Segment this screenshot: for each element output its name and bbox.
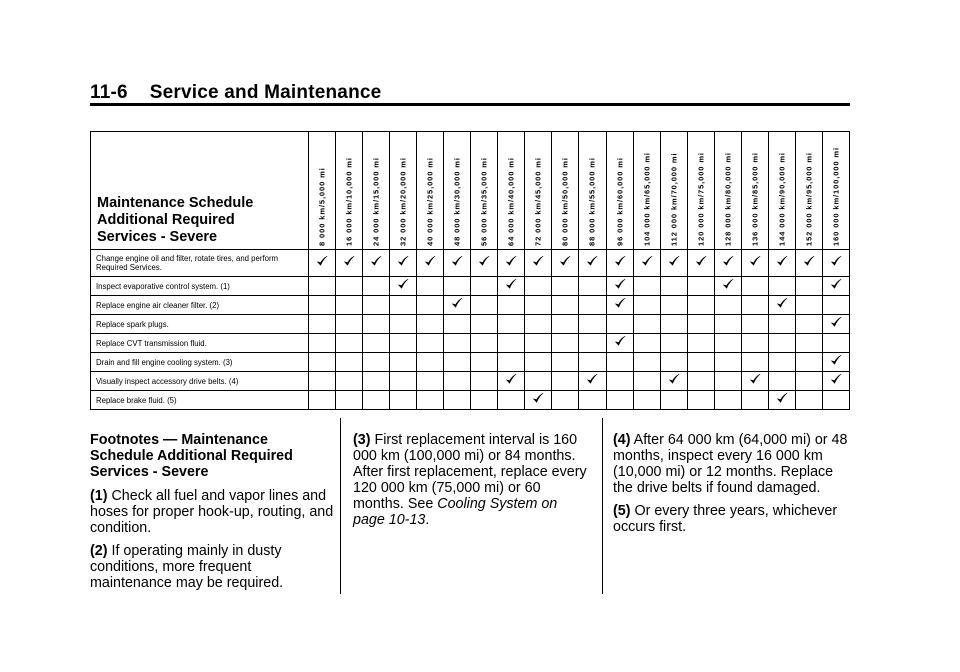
footnotes-section [90,432,850,594]
checkmark-icon [830,278,842,290]
interval-header [795,132,822,250]
interval-header [552,132,579,250]
footnotes-title-line: Services - Severe [90,464,209,480]
interval-label: 96 000 km/60,000 mi [615,157,625,246]
schedule-cell [525,277,552,296]
schedule-cell [714,372,741,391]
schedule-row [91,391,850,410]
footnote-tail: . [425,512,430,528]
schedule-cell [768,372,795,391]
checkmark-icon [614,297,626,309]
schedule-cell [444,277,471,296]
checkmark-icon [370,255,382,267]
interval-label: 120 000 km/75,000 mi [696,152,706,246]
schedule-cell [363,250,390,277]
schedule-cell [660,372,687,391]
schedule-cell [498,296,525,315]
schedule-cell [471,353,498,372]
checkmark-icon [532,392,544,404]
interval-label: 72 000 km/45,000 mi [533,157,543,246]
schedule-row [91,277,850,296]
footnotes-column-2 [340,418,590,594]
footnote-number: (3) [353,432,371,448]
checkmark-icon [668,373,680,385]
task-label: Replace spark plugs. [91,315,309,334]
footnote-1 [90,488,335,536]
schedule-cell [579,250,606,277]
checkmark-icon [803,255,815,267]
interval-label: 56 000 km/35,000 mi [479,157,489,246]
interval-header [525,132,552,250]
schedule-cell [444,250,471,277]
maintenance-schedule-table [90,131,850,410]
footnote-number: (1) [90,488,108,504]
schedule-cell [660,391,687,410]
schedule-cell [444,372,471,391]
schedule-row [91,296,850,315]
schedule-cell [687,391,714,410]
schedule-title [91,132,309,250]
interval-label: 104 000 km/65,000 mi [642,152,652,246]
interval-header [768,132,795,250]
schedule-cell [741,277,768,296]
schedule-cell [687,334,714,353]
schedule-cell [363,315,390,334]
schedule-cell [606,277,633,296]
checkmark-icon [641,255,653,267]
schedule-cell [471,296,498,315]
checkmark-icon [559,255,571,267]
checkmark-icon [451,297,463,309]
schedule-cell [417,315,444,334]
schedule-cell [336,334,363,353]
schedule-cell [795,277,822,296]
schedule-cell [498,277,525,296]
schedule-cell [309,315,336,334]
schedule-cell [822,250,849,277]
schedule-cell [633,353,660,372]
schedule-cell [471,315,498,334]
interval-label: 160 000 km/100,000 mi [831,147,841,246]
footnote-text: If operating mainly in dusty conditions, more frequent maintenance may be required. [90,543,284,591]
schedule-cell [795,372,822,391]
interval-header [417,132,444,250]
header-rule [90,103,850,106]
schedule-cell [741,315,768,334]
checkmark-icon [776,392,788,404]
schedule-cell [363,334,390,353]
schedule-cell [687,250,714,277]
schedule-cell [687,353,714,372]
schedule-cell [633,296,660,315]
schedule-cell [633,250,660,277]
schedule-cell [822,353,849,372]
schedule-cell [363,353,390,372]
checkmark-icon [397,278,409,290]
interval-header [498,132,525,250]
footnote-4 [613,432,850,496]
schedule-cell [822,296,849,315]
schedule-cell [552,277,579,296]
schedule-cell [768,391,795,410]
schedule-cell [390,372,417,391]
schedule-cell [714,315,741,334]
schedule-cell [741,391,768,410]
checkmark-icon [749,255,761,267]
interval-label: 136 000 km/85,000 mi [750,152,760,246]
schedule-cell [660,250,687,277]
schedule-cell [606,315,633,334]
checkmark-icon [749,373,761,385]
interval-header [660,132,687,250]
schedule-cell [390,353,417,372]
schedule-cell [471,277,498,296]
footnote-text: First replacement interval is 160 000 km (100,000 mi) or 84 months. After first replacement, replace every 120 000 km (75,000 mi) or 60 months. See [353,432,587,512]
interval-header [579,132,606,250]
schedule-cell [741,250,768,277]
schedule-cell [822,315,849,334]
footnotes-title-line: Footnotes — Maintenance [90,432,268,448]
schedule-cell [417,353,444,372]
schedule-cell [309,250,336,277]
schedule-cell [579,372,606,391]
checkmark-icon [343,255,355,267]
schedule-cell [336,296,363,315]
interval-label: 64 000 km/40,000 mi [506,157,516,246]
interval-label: 112 000 km/70,000 mi [669,152,679,246]
footnotes-column-3 [602,418,850,594]
schedule-cell [633,372,660,391]
schedule-cell [417,372,444,391]
interval-label: 88 000 km/55,000 mi [587,157,597,246]
checkmark-icon [668,255,680,267]
checkmark-icon [451,255,463,267]
schedule-cell [579,315,606,334]
schedule-row [91,353,850,372]
checkmark-icon [397,255,409,267]
interval-header [444,132,471,250]
checkmark-icon [505,373,517,385]
checkmark-icon [776,297,788,309]
schedule-cell [444,315,471,334]
schedule-cell [498,315,525,334]
schedule-cell [633,334,660,353]
schedule-cell [687,296,714,315]
schedule-cell [606,334,633,353]
interval-label: 16 000 km/10,000 mi [344,157,354,246]
schedule-cell [795,250,822,277]
schedule-cell [741,372,768,391]
schedule-cell [525,315,552,334]
schedule-cell [633,315,660,334]
footnote-3 [353,432,590,528]
schedule-cell [363,296,390,315]
checkmark-icon [830,354,842,366]
interval-header [687,132,714,250]
schedule-cell [525,391,552,410]
schedule-cell [309,353,336,372]
schedule-cell [822,372,849,391]
schedule-cell [741,296,768,315]
footnote-text: After 64 000 km (64,000 mi) or 48 months, inspect every 16 000 km (10,000 mi) or 12 months. Replace the drive belts if found damaged. [613,432,848,496]
checkmark-icon [830,373,842,385]
schedule-row [91,250,850,277]
checkmark-icon [586,373,598,385]
interval-label: 48 000 km/30,000 mi [452,157,462,246]
interval-label: 144 000 km/90,000 mi [777,152,787,246]
schedule-cell [417,296,444,315]
footnote-2 [90,543,335,591]
checkmark-icon [776,255,788,267]
schedule-cell [363,372,390,391]
interval-header [390,132,417,250]
schedule-row [91,315,850,334]
schedule-cell [687,315,714,334]
schedule-cell [525,250,552,277]
checkmark-icon [316,255,328,267]
cooling-system-link[interactable]: Cooling System on page 10-13 [353,496,558,528]
interval-header [714,132,741,250]
interval-header [471,132,498,250]
interval-header [309,132,336,250]
interval-label: 152 000 km/95,000 mi [804,152,814,246]
schedule-cell [822,391,849,410]
checkmark-icon [830,255,842,267]
footnote-text: Check all fuel and vapor lines and hoses for proper hook-up, routing, and condition. [90,488,334,536]
schedule-cell [768,296,795,315]
schedule-cell [336,353,363,372]
schedule-cell [822,277,849,296]
schedule-cell [498,334,525,353]
schedule-cell [336,391,363,410]
schedule-cell [444,296,471,315]
schedule-cell [795,391,822,410]
interval-label: 80 000 km/50,000 mi [560,157,570,246]
schedule-cell [498,353,525,372]
schedule-cell [633,277,660,296]
footnotes-title [90,432,335,480]
schedule-cell [417,277,444,296]
interval-label: 32 000 km/20,000 mi [398,157,408,246]
checkmark-icon [614,278,626,290]
schedule-cell [579,353,606,372]
schedule-cell [795,315,822,334]
schedule-cell [309,334,336,353]
checkmark-icon [722,278,734,290]
schedule-cell [768,277,795,296]
schedule-cell [525,334,552,353]
schedule-cell [552,391,579,410]
footnotes-column-1 [90,432,335,594]
schedule-cell [822,334,849,353]
checkmark-icon [614,335,626,347]
schedule-cell [768,315,795,334]
checkmark-icon [532,255,544,267]
checkmark-icon [586,255,598,267]
schedule-cell [714,353,741,372]
schedule-cell [471,334,498,353]
footnote-text: Or every three years, whichever occurs first. [613,503,838,535]
schedule-cell [336,372,363,391]
interval-header [606,132,633,250]
interval-header [741,132,768,250]
page-header [90,82,381,104]
checkmark-icon [722,255,734,267]
schedule-cell [336,250,363,277]
schedule-cell [552,315,579,334]
footnote-5 [613,503,850,535]
schedule-cell [768,334,795,353]
schedule-cell [363,391,390,410]
interval-label: 40 000 km/25,000 mi [425,157,435,246]
schedule-title-line: Additional Required [97,212,235,228]
schedule-cell [795,353,822,372]
schedule-cell [768,250,795,277]
checkmark-icon [505,255,517,267]
schedule-cell [498,391,525,410]
schedule-cell [417,250,444,277]
schedule-cell [714,296,741,315]
schedule-cell [309,372,336,391]
schedule-cell [687,277,714,296]
schedule-cell [579,277,606,296]
task-label: Replace engine air cleaner filter. (2) [91,296,309,315]
footnote-number: (2) [90,543,108,559]
footnote-number: (5) [613,503,631,519]
schedule-cell [795,334,822,353]
interval-header [336,132,363,250]
schedule-cell [606,296,633,315]
interval-label: 24 000 km/15,000 mi [371,157,381,246]
schedule-cell [444,353,471,372]
schedule-cell [498,372,525,391]
schedule-cell [390,334,417,353]
checkmark-icon [695,255,707,267]
schedule-cell [471,372,498,391]
schedule-cell [552,296,579,315]
schedule-cell [309,391,336,410]
schedule-cell [363,277,390,296]
schedule-cell [309,296,336,315]
task-label: Visually inspect accessory drive belts. (4) [91,372,309,391]
schedule-cell [309,277,336,296]
schedule-cell [471,391,498,410]
schedule-cell [525,296,552,315]
schedule-cell [714,250,741,277]
schedule-cell [714,277,741,296]
schedule-cell [552,372,579,391]
schedule-cell [417,391,444,410]
task-label: Inspect evaporative control system. (1) [91,277,309,296]
schedule-cell [606,372,633,391]
schedule-cell [336,315,363,334]
schedule-cell [552,334,579,353]
schedule-cell [525,372,552,391]
schedule-cell [525,353,552,372]
task-label: Change engine oil and filter, rotate tires, and perform Required Services. [91,250,309,277]
schedule-cell [552,353,579,372]
interval-header [822,132,849,250]
schedule-cell [714,391,741,410]
task-label: Replace brake fluid. (5) [91,391,309,410]
schedule-cell [444,391,471,410]
schedule-row [91,372,850,391]
schedule-cell [660,315,687,334]
schedule-cell [552,250,579,277]
interval-label: 8 000 km/5,000 mi [317,167,327,246]
interval-label: 128 000 km/80,000 mi [723,152,733,246]
task-label: Replace CVT transmission fluid. [91,334,309,353]
schedule-cell [660,353,687,372]
schedule-cell [579,334,606,353]
interval-header [633,132,660,250]
schedule-cell [390,296,417,315]
schedule-cell [444,334,471,353]
schedule-cell [660,277,687,296]
schedule-title-line: Maintenance Schedule [97,195,254,211]
checkmark-icon [424,255,436,267]
schedule-cell [741,353,768,372]
schedule-cell [336,277,363,296]
checkmark-icon [505,278,517,290]
schedule-cell [606,250,633,277]
schedule-cell [471,250,498,277]
schedule-cell [606,353,633,372]
footnote-number: (4) [613,432,631,448]
schedule-cell [633,391,660,410]
checkmark-icon [830,316,842,328]
schedule-cell [714,334,741,353]
checkmark-icon [478,255,490,267]
schedule-cell [687,372,714,391]
footnotes-title-line: Schedule Additional Required [90,448,293,464]
schedule-cell [768,353,795,372]
interval-header [363,132,390,250]
task-label: Drain and fill engine cooling system. (3) [91,353,309,372]
schedule-cell [660,296,687,315]
checkmark-icon [614,255,626,267]
schedule-cell [660,334,687,353]
schedule-cell [390,391,417,410]
schedule-title-line: Services - Severe [97,229,218,245]
schedule-cell [579,391,606,410]
schedule-cell [498,250,525,277]
schedule-cell [606,391,633,410]
schedule-row [91,334,850,353]
schedule-cell [390,277,417,296]
page-number: 11-6 [90,82,128,103]
schedule-cell [741,334,768,353]
schedule-cell [795,296,822,315]
schedule-cell [579,296,606,315]
section-title: Service and Maintenance [149,82,382,103]
schedule-cell [390,250,417,277]
schedule-cell [390,315,417,334]
schedule-cell [417,334,444,353]
